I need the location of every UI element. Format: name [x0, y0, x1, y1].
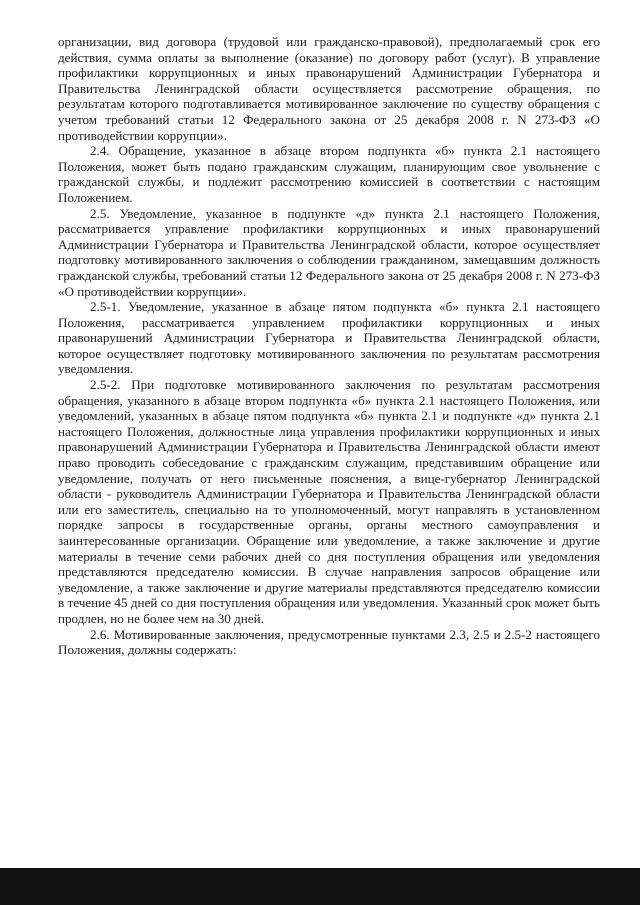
paragraph-2-6: 2.6. Мотивированные заключения, предусмотренные пунктами 2.3, 2.5 и 2.5-2 настоящего Положения, должны содержать: [58, 626, 600, 658]
paragraph-2-5: 2.5. Уведомление, указанное в подпункте «д» пункта 2.1 настоящего Положения, рассматривается управление профилактики коррупционных и иных правонарушений Администрации Губернатора и Правительства Ленинградской области, которое осуществляет подготовку мотивированного заключения о соблюдении гражданином, замещавшим должность гражданской службы, требований статьи 12 Федерального закона от 25 декабря 2008 г. N 273-ФЗ «О противодействии коррупции». [58, 205, 600, 299]
scan-bottom-border [0, 868, 640, 905]
paragraph-2-5-1: 2.5-1. Уведомление, указанное в абзаце пятом подпункта «б» пункта 2.1 настоящего Положения, рассматривается управлением профилактики коррупционных и иных правонарушений Администрации Губернатора и Правительства Ленинградской области, которое осуществляет подготовку мотивированного заключения по результатам рассмотрения уведомления. [58, 299, 600, 377]
paragraph-continuation: организации, вид договора (трудовой или гражданско-правовой), предполагаемый срок его действия, сумма оплаты за выполнение (оказание) по договору работ (услуг). В управление профилактики коррупционных и иных правонарушений Администрации Губернатора и Правительства Ленинградской области осуществляется рассмотрение обращения, по результатам которого подготавливается мотивированное заключение по существу обращения с учетом требований статьи 12 Федерального закона от 25 декабря 2008 г. N 273-ФЗ «О противодействии коррупции». [58, 34, 600, 143]
paragraph-2-4: 2.4. Обращение, указанное в абзаце втором подпункта «б» пункта 2.1 настоящего Положения, может быть подано гражданским служащим, планирующим свое увольнение с гражданской службы, и подлежит рассмотрению комиссией в соответствии с настоящим Положением. [58, 143, 600, 205]
paragraph-2-5-2: 2.5-2. При подготовке мотивированного заключения по результатам рассмотрения обращения, указанного в абзаце втором подпункта «б» пункта 2.1 настоящего Положения, или уведомлений, указанных в абзаце пятом подпункта «б» пункта 2.1 и подпункте «д» пункта 2.1 настоящего Положения, должностные лица управления профилактики коррупционных и иных правонарушений Администрации Губернатора и Правительства Ленинградской области имеют право проводить собеседование с гражданским служащим, представившим обращение или уведомление, получать от него письменные пояснения, а вице-губернатор Ленинградской области - руководитель Администрации Губернатора и Правительства Ленинградской области или его заместитель, специально на то уполномоченный, могут направлять в установленном порядке запросы в государственные органы, органы местного самоуправления и заинтересованные организации. Обращение или уведомление, а также заключение и другие материалы в течение семи рабочих дней со дня поступления обращения или уведомления представляются председателю комиссии. В случае направления запросов обращение или уведомление, а также заключение и другие материалы представляются председателю комиссии в течение 45 дней со дня поступления обращения или уведомления. Указанный срок может быть продлен, но не более чем на 30 дней. [58, 377, 600, 626]
